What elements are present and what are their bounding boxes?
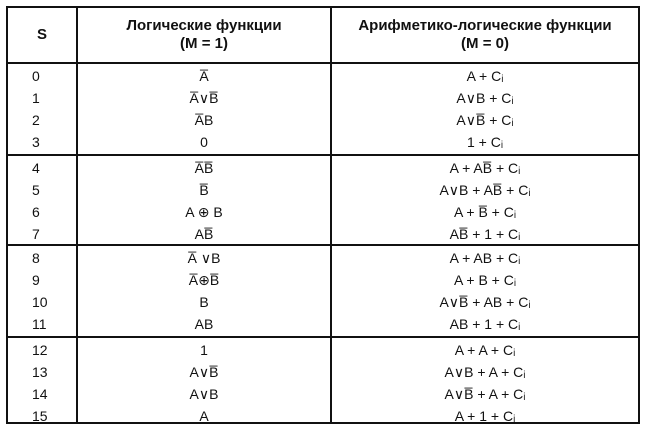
row-arith-cell: A∨B̅ + A + Cᵢ	[444, 386, 526, 402]
group-separator	[8, 154, 638, 156]
table-row	[8, 406, 638, 427]
row-logic-cell: A	[199, 408, 209, 424]
row-arith-cell: AB + 1 + Cᵢ	[449, 316, 521, 332]
table-row	[8, 88, 638, 109]
row-arith-cell: A + AB̅ + Cᵢ	[449, 160, 521, 176]
table-row	[8, 180, 638, 201]
table-row	[8, 362, 638, 383]
row-arith-cell: A + A + Cᵢ	[454, 342, 516, 358]
group-separator	[8, 336, 638, 338]
row-s-cell: 8	[32, 250, 40, 266]
row-s-cell: 4	[32, 160, 40, 176]
row-arith-cell: A∨B + Cᵢ	[456, 90, 514, 106]
row-logic-cell: A∨B̅	[189, 364, 219, 380]
table-row	[8, 110, 638, 131]
row-s-cell: 11	[32, 316, 47, 332]
table-row	[8, 314, 638, 335]
row-logic-cell: A̅B	[194, 112, 214, 128]
row-arith-cell: A∨B̅ + AB + Cᵢ	[439, 294, 531, 310]
table-row	[8, 66, 638, 87]
row-s-cell: 12	[32, 342, 48, 358]
table-row	[8, 270, 638, 291]
header-s	[8, 8, 76, 62]
row-logic-cell: A̅	[199, 68, 209, 84]
table-row	[8, 292, 638, 313]
header-arith	[332, 8, 638, 62]
header-arith-label: Арифметико-логические функции	[358, 17, 612, 34]
row-logic-cell: 0	[200, 134, 208, 150]
table-row	[8, 340, 638, 361]
row-logic-cell: A̅∨B̅	[189, 90, 219, 106]
row-arith-cell: A∨B̅ + Cᵢ	[456, 112, 514, 128]
row-arith-cell: A + B + Cᵢ	[453, 272, 517, 288]
row-s-cell: 5	[32, 182, 40, 198]
header-arith-mode: (M = 0)	[461, 35, 509, 52]
row-logic-cell: A̅B̅	[194, 160, 214, 176]
header-logic	[78, 8, 330, 62]
table-row	[8, 224, 638, 245]
row-s-cell: 15	[32, 408, 48, 424]
row-s-cell: 0	[32, 68, 40, 84]
row-logic-cell: A̅⊕B̅	[188, 272, 220, 288]
row-logic-cell: AB	[194, 316, 214, 332]
table-row	[8, 158, 638, 179]
row-arith-cell: A∨B + A + Cᵢ	[444, 364, 526, 380]
row-s-cell: 3	[32, 134, 40, 150]
row-s-cell: 2	[32, 112, 40, 128]
row-logic-cell: A∨B	[189, 386, 219, 402]
row-logic-cell: 1	[200, 342, 208, 358]
row-logic-cell: B	[199, 294, 209, 310]
row-logic-cell: AB̅	[194, 226, 214, 242]
row-s-cell: 6	[32, 204, 40, 220]
table-row	[8, 384, 638, 405]
row-s-cell: 9	[32, 272, 40, 288]
header-logic-label: Логические функции	[126, 17, 282, 34]
row-s-cell: 13	[32, 364, 48, 380]
table-row	[8, 248, 638, 269]
row-s-cell: 14	[32, 386, 48, 402]
row-arith-cell: A + AB + Cᵢ	[449, 250, 521, 266]
row-arith-cell: 1 + Cᵢ	[466, 134, 504, 150]
row-arith-cell: AB̅ + 1 + Cᵢ	[449, 226, 521, 242]
header-logic-mode: (M = 1)	[180, 35, 228, 52]
row-logic-cell: A̅ ∨B	[187, 250, 221, 266]
header-s-label: S	[36, 26, 47, 43]
row-s-cell: 1	[32, 90, 40, 106]
table-row	[8, 202, 638, 223]
row-arith-cell: A + B̅ + Cᵢ	[453, 204, 517, 220]
table-row	[8, 132, 638, 153]
row-s-cell: 10	[32, 294, 48, 310]
row-logic-cell: B̅	[199, 182, 209, 198]
row-arith-cell: A∨B + AB̅ + Cᵢ	[439, 182, 531, 198]
function-table	[6, 6, 640, 424]
row-arith-cell: A + Cᵢ	[466, 68, 504, 84]
row-s-cell: 7	[32, 226, 40, 242]
row-arith-cell: A + 1 + Cᵢ	[454, 408, 516, 424]
row-logic-cell: A ⊕ B	[185, 204, 223, 220]
table-header	[8, 8, 638, 64]
